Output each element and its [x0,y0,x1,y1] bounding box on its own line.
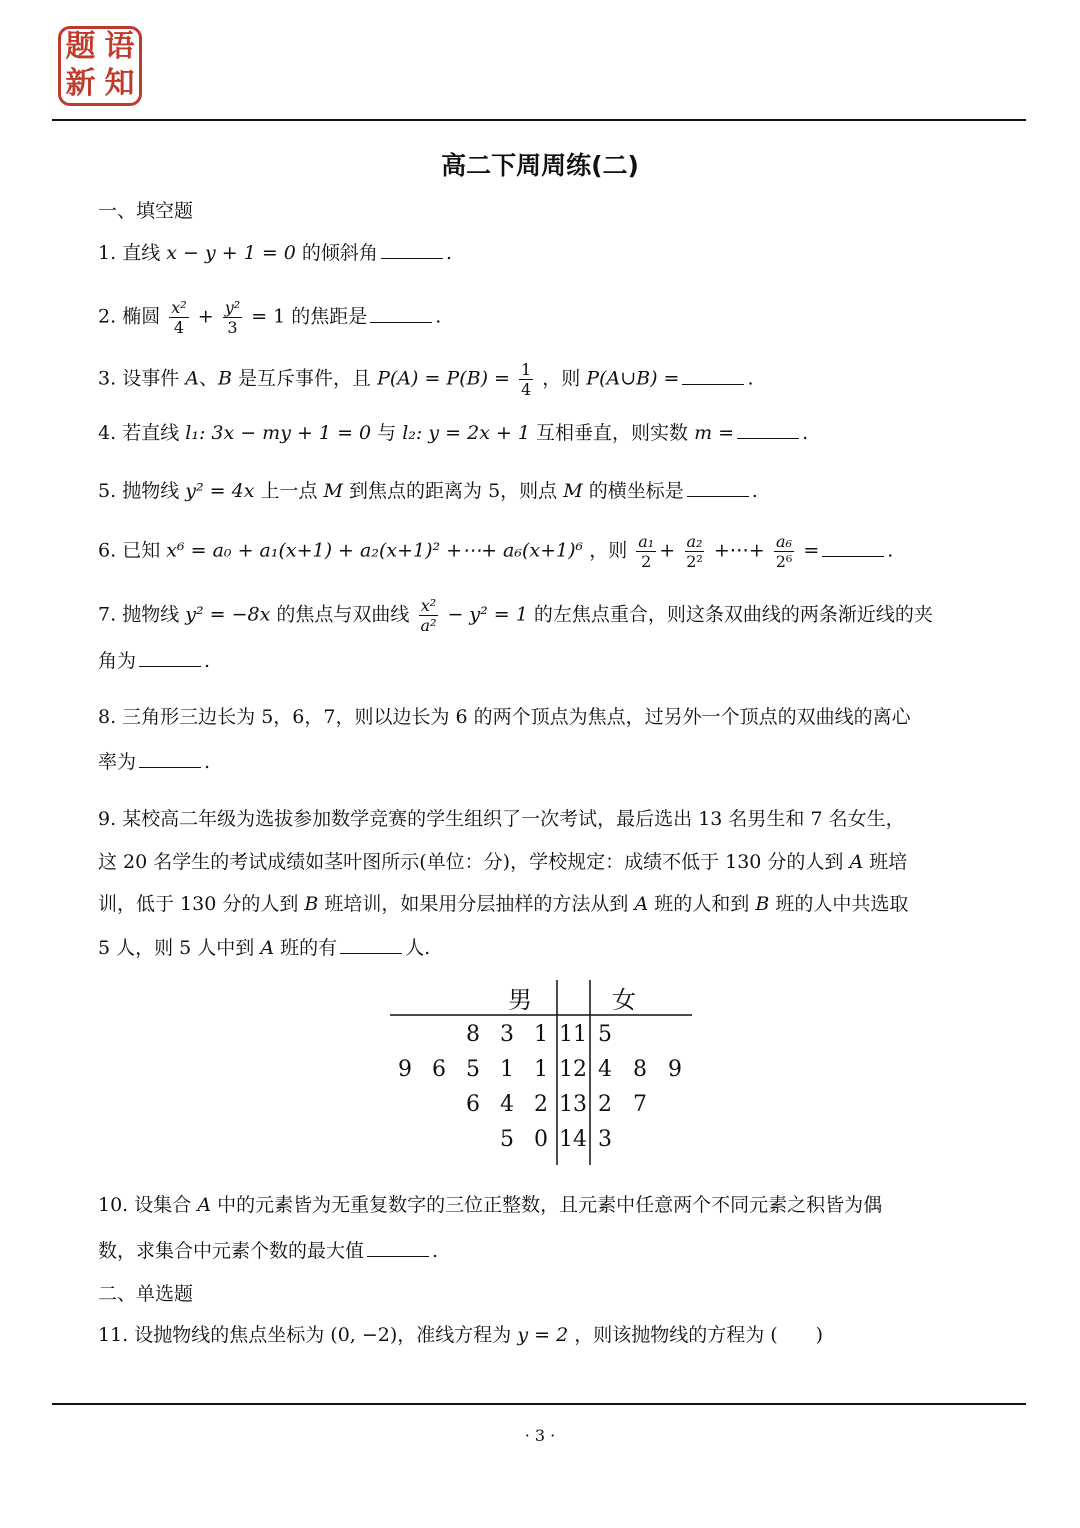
question-9: 9. 某校高二年级为选拔参加数学竞赛的学生组织了一次考试，最后选出 13 名男生和 7 名女生， [98,808,905,830]
q-math: y² = −8x [185,603,271,626]
q-math: l₂: y = 2x + 1 [402,422,530,444]
question-1: 1. 直线 x − y + 1 = 0 的倾斜角 . [98,242,452,264]
fraction: $\frac{\text{y²}}{3}$ [224,298,241,337]
question-9-line2: 这 20 名学生的考试成绩如茎叶图所示(单位：分)，学校规定：成绩不低于 130 分的人到 A 班培 [98,851,908,873]
leaf-male: 2 [534,1092,548,1117]
leaf-male: 5 [466,1057,480,1082]
q-number: 2. [98,305,117,328]
q-math: P(A∪B) = [586,367,680,390]
answer-blank [737,420,799,439]
q-math: P(A) = P(B) = [377,367,510,390]
q-math: y² = 4x [185,480,255,502]
question-8-cont: 率为 . [98,751,211,773]
question-5: 5. 抛物线 y² = 4x 上一点 M 到焦点的距离为 5，则点 M 的横坐标是 . [98,480,758,502]
stem-value: 11 [559,1022,587,1047]
answer-blank [367,1238,429,1257]
leaf-male: 6 [432,1057,446,1082]
footer-rule [52,1403,1026,1405]
answer-blank [682,366,744,385]
question-11: 11. 设抛物线的焦点坐标为 (0, −2)，准线方程为 y = 2 ，则该抛物线的方程为 ( ) [98,1324,824,1346]
question-9-line4: 5 人，则 5 人中到 A 班的有 人. [98,937,431,959]
question-9-line3: 训，低于 130 分的人到 B 班培训，如果用分层抽样的方法从到 A 班的人和到 B 班的人中共选取 [98,893,909,915]
question-8: 8. 三角形三边长为 5，6，7，则以边长为 6 的两个顶点为焦点，过另外一个顶点的双曲线的离心 [98,706,911,728]
fraction: $\frac{1}{4}$ [521,360,532,399]
leaf-female: 4 [598,1057,612,1082]
section-fill-in: 一、填空题 [98,200,194,222]
question-7-cont: 角为 . [98,650,211,672]
answer-blank [340,935,402,954]
stem-value: 14 [559,1127,587,1152]
q-math: x − y + 1 = 0 [166,242,296,264]
question-10: 10. 设集合 A 中的元素皆为无重复数字的三位正整数，且元素中任意两个不同元素之积皆为偶 [98,1194,883,1216]
q-text: = 1 的焦距是 [251,305,368,328]
leaf-male: 1 [500,1057,514,1082]
q-text: 直线 [122,242,161,264]
leaf-female: 8 [633,1057,647,1082]
q-math: l₁: 3x − my + 1 = 0 [185,422,372,444]
header-female: 女 [612,986,636,1014]
leaf-male: 3 [500,1022,514,1047]
q-math: − y² = 1 [447,603,528,626]
answer-blank [139,648,201,667]
section-single-choice: 二、单选题 [98,1283,194,1305]
answer-blank [822,538,884,557]
q-text: 的倾斜角 [301,242,378,264]
q-text: 椭圆 [122,305,161,328]
header-male: 男 [508,986,532,1014]
page-number: · 3 · [524,1426,556,1445]
leaf-female: 2 [598,1092,612,1117]
leaf-male: 1 [534,1022,548,1047]
leaf-male: 6 [466,1092,480,1117]
q-math: y = 2 [517,1324,569,1346]
q-number: 1. [98,242,117,264]
leaf-male: 4 [500,1092,514,1117]
fraction: $\frac{\text{a₆}}{\text{2⁶}}$ [775,532,793,571]
leaf-female: 5 [598,1022,612,1047]
stem-value: 13 [559,1092,587,1117]
answer-blank [139,749,201,768]
question-10-cont: 数，求集合中元素个数的最大值 . [98,1240,439,1262]
logo-char: 题 [65,29,96,64]
header-rule [52,119,1026,121]
logo-char: 新 [65,66,96,101]
stem-leaf-plot [390,980,692,1165]
stem-value: 12 [559,1057,587,1082]
answer-blank [370,304,432,323]
question-2: 2. 椭圆 $\frac{\text{x²}}{4}$ + $\frac{\text{y²}}{3}$ = 1 的焦距是 . [98,298,442,337]
fraction: $\frac{\text{a₁}}{2}$ [638,532,655,571]
question-3: 3. 设事件 A、B 是互斥事件，且 P(A) = P(B) = $\frac{1}{4}$ ，则 P(A∪B) = . [98,360,754,399]
fraction: $\frac{\text{x²}}{4}$ [171,298,187,337]
answer-blank [687,478,749,497]
answer-blank [381,240,443,259]
leaf-female: 7 [633,1092,647,1117]
page-title: 高二下周周练(二) [441,151,639,180]
leaf-female: 3 [598,1127,612,1152]
logo-seal [58,26,142,106]
logo-char: 知 [104,66,135,101]
q-math: x⁶ = a₀ + a₁(x+1) + a₂(x+1)² +⋯+ a₆(x+1)⁶ [166,539,584,562]
question-6: 6. 已知 x⁶ = a₀ + a₁(x+1) + a₂(x+1)² +⋯+ a₆(x+1)⁶ ，则 $\frac{\text{a₁}}{2}$ + $\frac{\text{a₂}}{\text{2²}}$ +⋯+ $\frac{\text{a₆}}{\text{2⁶}}$ = . [98,532,894,571]
leaf-male: 8 [466,1022,480,1047]
fraction: $\frac{\text{a₂}}{\text{2²}}$ [686,532,703,571]
leaf-male: 0 [534,1127,548,1152]
leaf-male: 9 [398,1057,412,1082]
logo-char: 语 [104,29,135,64]
question-4: 4. 若直线 l₁: 3x − my + 1 = 0 与 l₂: y = 2x + 1 互相垂直，则实数 m = . [98,422,809,444]
fraction: $\frac{\text{x²}}{\text{a²}}$ [420,596,437,635]
leaf-female: 9 [668,1057,682,1082]
leaf-male: 5 [500,1127,514,1152]
leaf-male: 1 [534,1057,548,1082]
question-7: 7. 抛物线 y² = −8x 的焦点与双曲线 $\frac{\text{x²}}{\text{a²}}$ − y² = 1 的左焦点重合，则这条双曲线的两条渐近线的夹 [98,596,933,635]
